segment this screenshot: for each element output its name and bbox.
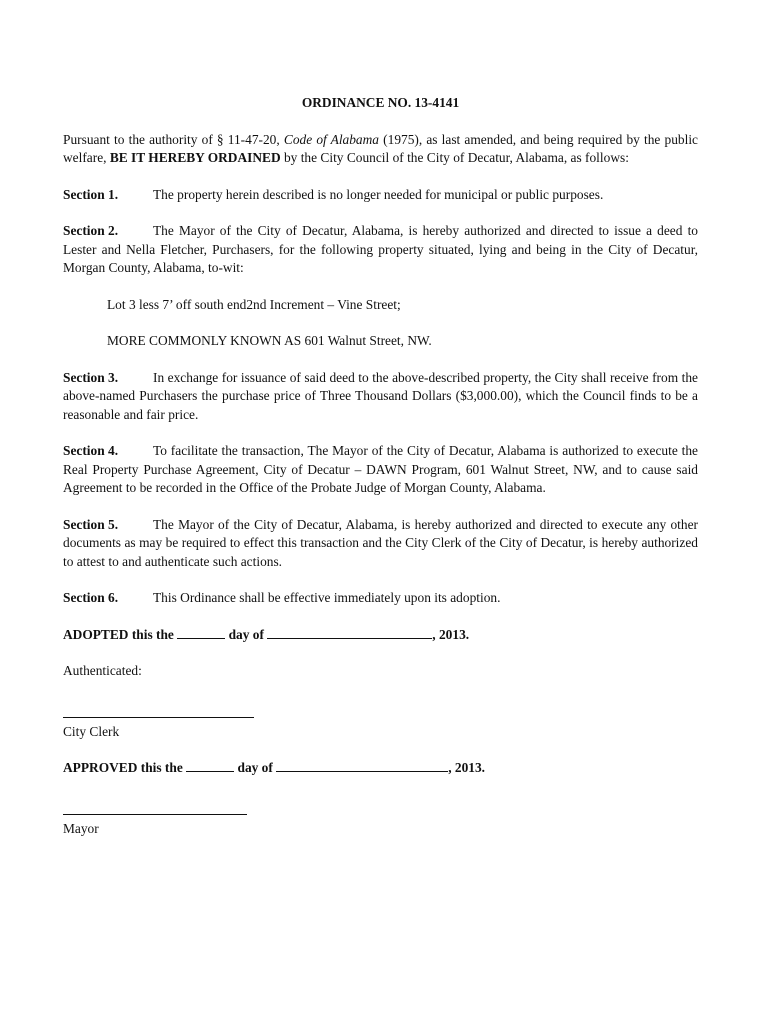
city-clerk-signature-line[interactable]	[63, 717, 254, 718]
mayor-label: Mayor	[63, 820, 99, 836]
section-2-label: Section 2.	[63, 223, 119, 238]
authenticated-label: Authenticated:	[63, 663, 142, 678]
section-1-label: Section 1.	[63, 186, 119, 202]
approved-middle: day of	[237, 760, 273, 775]
approved-day-blank[interactable]	[186, 759, 234, 772]
section-6	[63, 589, 698, 608]
section-4	[63, 442, 698, 498]
code-name: Code of Alabama	[283, 131, 379, 147]
section-3-label: Section 3.	[63, 369, 119, 385]
document-title: ORDINANCE NO. 13-4141	[301, 95, 460, 110]
ordinance-document	[63, 94, 698, 856]
approved-suffix: , 2013.	[448, 760, 486, 775]
approved-line	[63, 759, 698, 778]
section-1	[63, 186, 698, 205]
section-3	[63, 369, 698, 425]
mayor-signature-block	[63, 814, 698, 839]
approved-month-blank[interactable]	[276, 759, 448, 772]
adopted-prefix: ADOPTED this the	[63, 626, 174, 642]
preamble-text-1: Pursuant to the authority of § 11-47-20,	[63, 131, 284, 147]
section-6-label: Section 6.	[63, 590, 119, 605]
section-1-text: The property herein described is no longer needed for municipal or public purposes.	[153, 186, 604, 202]
section-5-label: Section 5.	[63, 516, 119, 532]
section-5-text: The Mayor of the City of Decatur, Alabama, is hereby authorized and directed to execute any other documents as may be required to effect this transaction and the City Clerk of the City of Decatur, is hereby authorized to attest to and authenticate such actions.	[63, 516, 698, 569]
city-clerk-label: City Clerk	[63, 723, 120, 739]
approved-prefix: APPROVED this the	[63, 760, 183, 775]
adopted-line	[63, 626, 698, 645]
section-5	[63, 516, 698, 572]
mayor-signature-line[interactable]	[63, 814, 247, 815]
adopted-day-blank[interactable]	[177, 626, 225, 639]
preamble-text-3: by the City Council of the City of Decatur, Alabama, as follows:	[280, 150, 629, 165]
section-2-text: The Mayor of the City of Decatur, Alabama, is hereby authorized and directed to issue a deed to Lester and Nella Fletcher, Purchasers, for the following property situated, lying and being in the City of Decatur, Morgan County, Alabama, to-wit:	[63, 223, 698, 275]
section-4-text: To facilitate the transaction, The Mayor of the City of Decatur, Alabama is authorized to execute the Real Property Purchase Agreement, City of Decatur – DAWN Program, 601 Walnut Street, NW, and to cause said Agreement to be recorded in the Office of the Probate Judge of Morgan County, Alabama.	[63, 443, 698, 495]
adopted-suffix: , 2013.	[432, 626, 470, 642]
preamble-paragraph	[63, 131, 698, 168]
city-clerk-signature-block	[63, 717, 698, 742]
section-4-label: Section 4.	[63, 443, 119, 458]
section-6-text: This Ordinance shall be effective immediately upon its adoption.	[153, 590, 501, 605]
preamble-text-2: (1975), as last amended, and being required by the public welfare,	[63, 131, 698, 165]
property-legal-description: Lot 3 less 7’ off south end2nd Increment – Vine Street;	[107, 296, 401, 312]
section-3-text: In exchange for issuance of said deed to the above-described property, the City shall receive from the above-named Purchasers the purchase price of Three Thousand Dollars ($3,000.00), which the Council finds to be a reasonable and fair price.	[63, 369, 698, 422]
ordained-clause: BE IT HEREBY ORDAINED	[109, 150, 281, 165]
property-common-name: MORE COMMONLY KNOWN AS 601 Walnut Street, NW.	[107, 333, 432, 348]
adopted-month-blank[interactable]	[267, 626, 432, 639]
adopted-middle: day of	[228, 626, 264, 642]
section-2	[63, 222, 698, 278]
